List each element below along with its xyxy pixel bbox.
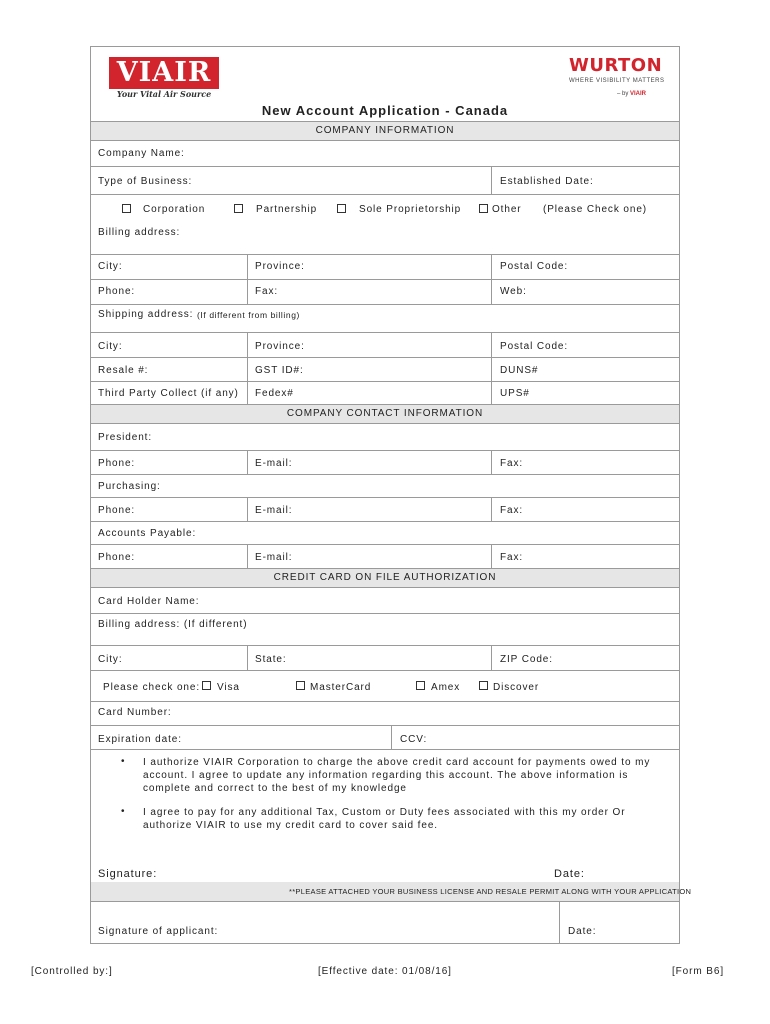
card-state-label: State: <box>255 654 287 665</box>
viair-tagline: Your Vital Air Source <box>116 89 212 99</box>
company-name-label: Company Name: <box>98 148 185 159</box>
president-email-label: E-mail: <box>255 458 293 469</box>
purchasing-phone-label: Phone: <box>98 505 136 516</box>
purchasing-label: Purchasing: <box>98 481 161 492</box>
controlled-by: [Controlled by:] <box>31 966 113 977</box>
effective-date: [Effective date: 01/08/16] <box>318 966 452 977</box>
signature-of-applicant-label: Signature of applicant: <box>98 926 219 937</box>
form-title: New Account Application - Canada <box>261 103 509 118</box>
discover-checkbox[interactable] <box>479 681 488 690</box>
web-label: Web: <box>500 286 527 297</box>
card-city-label: City: <box>98 654 123 665</box>
other-checkbox[interactable] <box>479 204 488 213</box>
discover-label: Discover <box>493 682 540 693</box>
card-billing-address-label: Billing address: (If different) <box>98 619 248 630</box>
card-holder-name-label: Card Holder Name: <box>98 596 200 607</box>
other-label: Other <box>492 204 522 215</box>
ccv-label: CCV: <box>400 734 428 745</box>
shipping-city-label: City: <box>98 341 123 352</box>
established-date-label: Established Date: <box>500 176 594 187</box>
ups-label: UPS# <box>500 388 530 399</box>
phone-label: Phone: <box>98 286 136 297</box>
fax-label: Fax: <box>255 286 279 297</box>
president-phone-label: Phone: <box>98 458 136 469</box>
partnership-label: Partnership <box>256 204 318 215</box>
wurton-by-viair: – by VIAIR <box>617 91 647 97</box>
corporation-checkbox[interactable] <box>122 204 131 213</box>
wurton-tagline: WHERE VISIBILITY MATTERS <box>569 78 665 84</box>
shipping-address-note: (If different from billing) <box>197 310 300 320</box>
fedex-label: Fedex# <box>255 388 294 399</box>
resale-label: Resale #: <box>98 365 149 376</box>
amex-checkbox[interactable] <box>416 681 425 690</box>
section-company-information: COMPANY INFORMATION <box>91 121 679 141</box>
viair-logo: VIAIR <box>109 57 219 89</box>
bullet-2: • <box>121 806 125 817</box>
sole-proprietorship-checkbox[interactable] <box>337 204 346 213</box>
signature-date-label: Date: <box>554 868 585 880</box>
section-company-contact-information: COMPANY CONTACT INFORMATION <box>91 404 679 424</box>
shipping-province-label: Province: <box>255 341 305 352</box>
province-label: Province: <box>255 261 305 272</box>
president-fax-label: Fax: <box>500 458 524 469</box>
fees-statement: I agree to pay for any additional Tax, Custom or Duty fees associated with this my order Or authorize VIAIR to use my credit card to cover said fee. <box>143 807 626 831</box>
visa-label: Visa <box>217 682 240 693</box>
city-label: City: <box>98 261 123 272</box>
accounts-payable-phone-label: Phone: <box>98 552 136 563</box>
shipping-address-label: Shipping address: <box>98 309 194 320</box>
corporation-label: Corporation <box>143 204 206 215</box>
section-credit-card-authorization: CREDIT CARD ON FILE AUTHORIZATION <box>91 568 679 588</box>
card-zip-code-label: ZIP Code: <box>500 654 553 665</box>
attachment-notice: **PLEASE ATTACHED YOUR BUSINESS LICENSE AND RESALE PERMIT ALONG WITH YOUR APPLICATION <box>289 887 692 896</box>
form-number: [Form B6] <box>672 966 724 977</box>
partnership-checkbox[interactable] <box>234 204 243 213</box>
card-number-label: Card Number: <box>98 707 172 718</box>
please-check-one-label: Please check one: <box>103 682 201 693</box>
gst-id-label: GST ID#: <box>255 365 304 376</box>
duns-label: DUNS# <box>500 365 539 376</box>
accounts-payable-email-label: E-mail: <box>255 552 293 563</box>
signature-label: Signature: <box>98 868 158 880</box>
shipping-postal-code-label: Postal Code: <box>500 341 569 352</box>
application-form <box>90 46 692 944</box>
sole-proprietorship-label: Sole Proprietorship <box>359 204 462 215</box>
postal-code-label: Postal Code: <box>500 261 569 272</box>
purchasing-fax-label: Fax: <box>500 505 524 516</box>
visa-checkbox[interactable] <box>202 681 211 690</box>
wurton-logo: WURTON <box>569 55 663 76</box>
amex-label: Amex <box>431 682 461 693</box>
expiration-date-label: Expiration date: <box>98 734 182 745</box>
authorization-statement: I authorize VIAIR Corporation to charge the above credit card account for payments owed to my account. I agree to update any information regarding this account. The above information is complete and correct to the best of my knowledge <box>143 757 651 794</box>
billing-address-label: Billing address: <box>98 227 181 238</box>
president-label: President: <box>98 432 153 443</box>
purchasing-email-label: E-mail: <box>255 505 293 516</box>
mastercard-checkbox[interactable] <box>296 681 305 690</box>
type-of-business-label: Type of Business: <box>98 176 193 187</box>
third-party-collect-label: Third Party Collect (if any) <box>98 388 239 399</box>
please-check-one-note: (Please Check one) <box>543 204 648 215</box>
applicant-date-label: Date: <box>568 926 597 937</box>
accounts-payable-label: Accounts Payable: <box>98 528 197 539</box>
bullet-1: • <box>121 756 125 767</box>
mastercard-label: MasterCard <box>310 682 372 693</box>
accounts-payable-fax-label: Fax: <box>500 552 524 563</box>
